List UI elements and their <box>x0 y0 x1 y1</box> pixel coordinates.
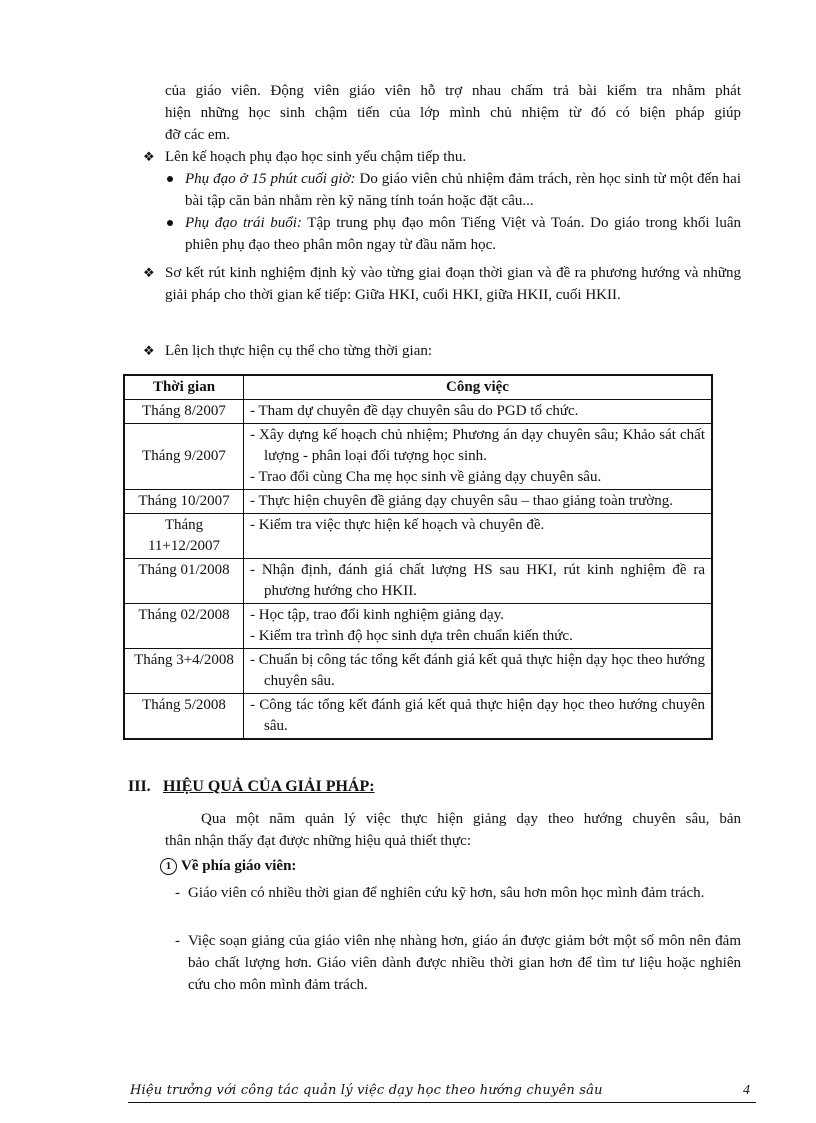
review-item <box>143 262 741 328</box>
intro-line: đỡ các em. <box>165 127 230 143</box>
bullet-lead: Phụ đạo ở 15 phút cuối giờ: <box>185 171 356 187</box>
schedule-table <box>123 374 713 740</box>
page-number: 4 <box>743 1083 750 1098</box>
intro-paragraph <box>165 80 741 146</box>
subheading <box>160 858 296 875</box>
bullet-dot-icon <box>167 220 173 226</box>
plan-bullet <box>163 168 741 212</box>
review-text: Sơ kết rút kinh nghiệm định kỳ vào từng giai đoạn thời gian và đề ra phương hướng và những giải pháp cho thời gian kế tiếp: Giữa HKI, cuối HKI, giữa HKII, cuối HKII. <box>165 265 741 303</box>
time-cell: Tháng 8/2007 <box>124 400 244 424</box>
table-row <box>124 424 712 490</box>
plan-bullet <box>163 212 741 256</box>
task-line: - Kiểm tra trình độ học sinh dựa trên chuẩn kiến thức. <box>250 628 573 644</box>
footer-rule <box>128 1102 756 1103</box>
task-cell <box>244 649 713 694</box>
dash-marker: - <box>175 885 180 901</box>
table-row <box>124 694 712 740</box>
bullet-lead: Phụ đạo trái buổi: <box>185 215 302 231</box>
task-cell <box>244 400 713 424</box>
task-cell <box>244 490 713 514</box>
page-footer <box>128 1083 756 1103</box>
benefit-text: Giáo viên có nhiều thời gian để nghiên cứu kỹ hơn, sâu hơn môn học mình đảm trách. <box>188 885 705 901</box>
benefit-item <box>175 930 741 996</box>
diamond-bullet-icon: ❖ <box>143 149 155 164</box>
benefit-item <box>175 882 741 926</box>
time-cell: Tháng 01/2008 <box>124 559 244 604</box>
task-cell <box>244 559 713 604</box>
time-cell: Tháng 02/2008 <box>124 604 244 649</box>
task-line: - Chuẩn bị công tác tổng kết đánh giá kết quả thực hiện dạy học theo hướng chuyên sâu. <box>250 652 705 689</box>
table-row <box>124 514 712 559</box>
task-line: - Công tác tổng kết đánh giá kết quả thực hiện dạy học theo hướng chuyên sâu. <box>250 697 705 734</box>
task-line: - Nhận định, đánh giá chất lượng HS sau HKI, rút kinh nghiệm đề ra phương hướng cho HKII. <box>250 562 705 599</box>
diamond-bullet-icon: ❖ <box>143 343 155 358</box>
task-line: - Xây dựng kế hoạch chủ nhiệm; Phương án dạy chuyên sâu; Khảo sát chất lượng - phân loại đối tượng học sinh. <box>250 427 705 464</box>
circled-number-icon: 1 <box>160 858 177 875</box>
table-row <box>124 649 712 694</box>
section-intro-line: Qua một năm quản lý việc thực hiện giảng dạy theo hướng chuyên sâu, bản <box>201 811 741 827</box>
table-row <box>124 400 712 424</box>
section-heading <box>128 778 375 796</box>
time-cell: Tháng 5/2008 <box>124 694 244 740</box>
section-intro-line: thân nhận thấy đạt được những hiệu quả thiết thực: <box>165 833 471 849</box>
section-number: III. <box>128 778 151 795</box>
time-cell: Tháng 11+12/2007 <box>124 514 244 559</box>
bullet-text: Tập trung phụ đạo môn Tiếng Việt và Toán. Do giáo trong khối luân phiên phụ đạo theo phân môn ngay từ đầu năm học. <box>185 215 741 253</box>
intro-line: của giáo viên. Động viên giáo viên hỗ trợ nhau chấm trả bài kiểm tra nhằm phát <box>165 83 741 99</box>
task-cell <box>244 424 713 490</box>
task-line: - Trao đổi cùng Cha mẹ học sinh về giảng dạy chuyên sâu. <box>250 469 602 485</box>
task-line: - Học tập, trao đổi kinh nghiệm giảng dạy. <box>250 607 504 623</box>
dash-marker: - <box>175 933 180 949</box>
section-title: HIỆU QUẢ CỦA GIẢI PHÁP: <box>163 778 375 795</box>
table-header-row <box>124 375 712 400</box>
time-cell: Tháng 10/2007 <box>124 490 244 514</box>
footer-text: Hiệu trưởng với công tác quản lý việc dạy học theo hướng chuyên sâu <box>130 1083 603 1098</box>
table-row <box>124 559 712 604</box>
table-row <box>124 490 712 514</box>
plan-item <box>143 146 741 168</box>
schedule-intro-item <box>143 340 741 362</box>
task-line: - Thực hiện chuyên đề giảng dạy chuyên sâu – thao giảng toàn trường. <box>250 493 673 509</box>
benefit-text: Việc soạn giảng của giáo viên nhẹ nhàng hơn, giáo án được giảm bớt một số môn nên đảm bảo chất lượng hơn. Giáo viên dành được nhiều thời gian hơn để tìm tư liệu hoặc nghiên cứu cho môn mình đảm trách. <box>188 933 741 993</box>
task-cell <box>244 694 713 740</box>
task-cell <box>244 514 713 559</box>
column-header-time: Thời gian <box>124 375 244 400</box>
schedule-intro-text: Lên lịch thực hiện cụ thể cho từng thời gian: <box>165 343 433 359</box>
table-row <box>124 604 712 649</box>
time-cell: Tháng 3+4/2008 <box>124 649 244 694</box>
subheading-title: Về phía giáo viên: <box>181 858 297 874</box>
bullet-dot-icon <box>167 176 173 182</box>
diamond-bullet-icon: ❖ <box>143 265 155 280</box>
task-line: - Tham dự chuyên đề dạy chuyên sâu do PGD tổ chức. <box>250 403 579 419</box>
column-header-task: Công việc <box>244 375 713 400</box>
section-intro <box>165 808 741 852</box>
bullet-text: Do giáo viên chủ nhiệm đảm trách, rèn học sinh từ một đến hai bài tập căn bản nhằm rèn kỹ năng tính toán hoặc đặt câu... <box>185 171 741 209</box>
task-cell <box>244 604 713 649</box>
intro-line: hiện những học sinh chậm tiến của lớp mình chủ nhiệm từ đó có biện pháp giúp <box>165 105 741 121</box>
time-cell: Tháng 9/2007 <box>124 424 244 490</box>
plan-text: Lên kế hoạch phụ đạo học sinh yếu chậm tiếp thu. <box>165 149 467 165</box>
task-line: - Kiểm tra việc thực hiện kế hoạch và chuyên đề. <box>250 517 545 533</box>
